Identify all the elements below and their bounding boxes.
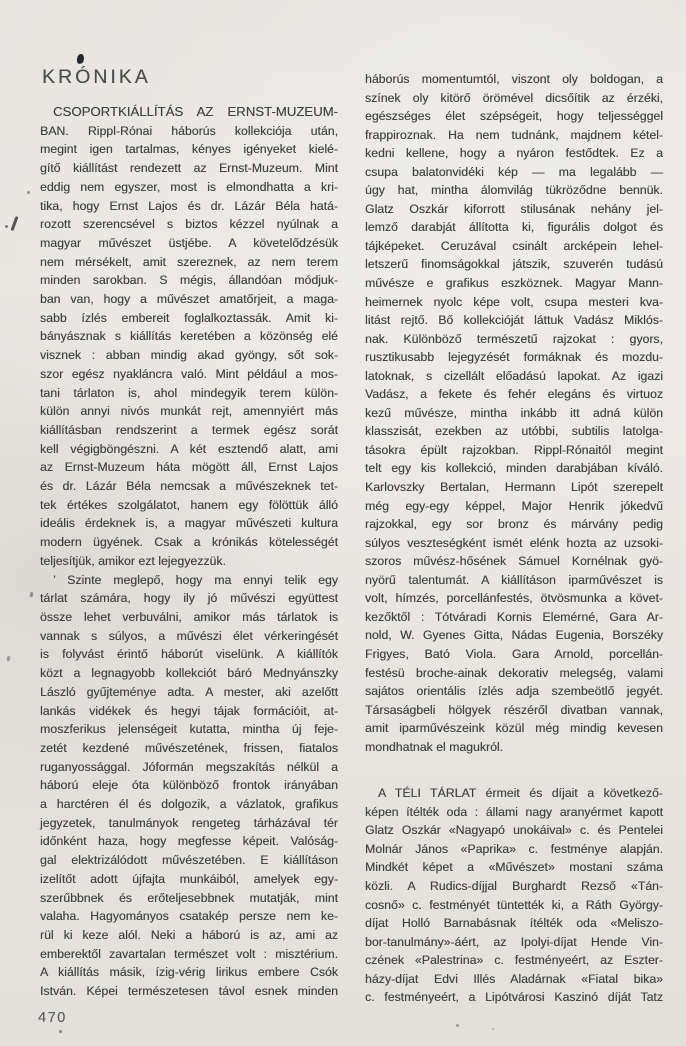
text-line: közt a legnagyobb kollekciót báró Mednyánszky	[40, 666, 338, 681]
text-line: telt egy kis kollekció, minden darabjában kíváló.	[365, 461, 663, 476]
text-line: amit iparművészeink közül még mindig kevesen	[365, 721, 663, 736]
text-line: A TÉLI TÁRLAT érmeit és díjait a következő-	[378, 786, 663, 801]
text-line: kedni kellene, hogy a nyáron festődtek. Ez a	[365, 146, 663, 161]
text-line: visznek : abban mindig akad gyöngy, sőt sok-	[40, 348, 338, 363]
text-line: nold, W. Gyenes Gitta, Nádas Eugenia, Borszéky	[365, 628, 663, 643]
text-line: súlyos veszteségként ismét elénk hozta az uzsoki-	[365, 535, 663, 550]
text-line: tika, hogy Ernst Lajos és dr. Lázár Béla hatá-	[40, 198, 338, 213]
text-line: sajátos orientális ízlés adja szembeötlő jegyét.	[365, 684, 663, 699]
text-line: házy-díjat Edvi Illés Aladárnak «Fiatal bika»	[365, 971, 663, 986]
text-line: minden sarokban. S mégis, állandóan módjuk-	[40, 273, 338, 288]
text-line: rusztikusabb lejegyzését formáknak és mozdu-	[365, 350, 663, 365]
text-line: tásokra épült rajzokban. Rippl-Rónaitól megint	[365, 442, 663, 457]
text-line: emberektől zavartalan természet volt : misztérium.	[40, 946, 338, 961]
text-line: tájképeket. Ceruzával csinált arcképein lehel-	[365, 238, 663, 253]
text-line: jegyzetek, tanulmányok rengeteg tárházával tér	[40, 815, 338, 830]
column-right	[365, 70, 663, 1007]
scan-speck	[27, 191, 30, 194]
text-line: tek értékes szolgálatot, hanem egy fölöttük álló	[40, 497, 338, 512]
text-line: háború eleje óta különböző frontok irányában	[40, 778, 338, 793]
text-line: kiállításban rendszerint a termek egész sorát	[40, 422, 338, 437]
text-line: Glatz Oszkár «Nagyapó unokáival» c. és Pentelei	[365, 823, 663, 838]
text-line: volt, hímzés, porcellánfestés, ötvösmunka a követ-	[365, 591, 663, 606]
text-line: czének «Palestrina» c. festményeért, az Eszter-	[365, 953, 663, 968]
text-line: össze lehet verbuválni, amikor más tárlatok is	[40, 609, 338, 624]
text-line: frappiroznak. Ha nem tudnánk, majdnem kétel-	[365, 127, 663, 142]
text-line: latoknak, s cizellált előadású lapokat. Az igazi	[365, 368, 663, 383]
text-line: litást rejtő. Bő kollekcióját láttuk Vadász Miklós-	[365, 313, 663, 328]
scan-speck	[59, 1030, 62, 1033]
paragraph	[40, 103, 338, 571]
scan-speck	[456, 1024, 459, 1027]
text-line: A kiállítás másik, ízig-vérig lirikus embere Csók	[40, 965, 338, 980]
text-line: Molnár János «Paprika» c. festménye alapján.	[365, 841, 663, 856]
margin-tick	[7, 656, 10, 661]
text-line: díjat Holló Barnabásnak ítélték oda «Meliszo-	[365, 916, 663, 931]
text-line: c. festményeért, a Lipótvárosi Kaszinó díját Tatz	[365, 990, 663, 1005]
text-line: lankás vidékek és hegyi tájak formációit, at-	[40, 703, 338, 718]
paragraph	[365, 70, 663, 756]
text-line: zetét kezdené művészetének, frissen, fiatalos	[40, 740, 338, 755]
text-line: Glatz Oszkár kiforrott stilusának nehány jel-	[365, 201, 663, 216]
text-line: művésze e grafikus eszköznek. Magyar Mann-	[365, 276, 663, 291]
text-line: izelítőt adott újfajta munkáiból, amelyek egy-	[40, 871, 338, 886]
text-line: Karlovszky Bertalan, Hermann Lipót szerepelt	[365, 480, 663, 495]
text-line: rajzokkal, egy sor bronz és márvány pedig	[365, 517, 663, 532]
text-line: Mindkét képet a «Művészet» mostani száma	[365, 860, 663, 875]
text-line: tani tárlaton is, ahol mindegyik terem külön-	[40, 385, 338, 400]
text-line: cosnő» c. festményét tüntették ki, a Ráth György-	[365, 897, 663, 912]
text-line: modern ügyének. Csak a krónikás kötelességét	[40, 535, 338, 550]
text-line: megint igen tartalmas, kényes igényeket kielé-	[40, 142, 338, 157]
text-line: eddig nem egyszer, most is elmondhatta a kri-	[40, 179, 338, 194]
margin-tick	[30, 592, 33, 597]
text-line: gítő kiállítást rendezett az Ernst-Muzeum. Mint	[40, 161, 338, 176]
text-line: bányásznak s kiállítás keretében a közönség elé	[40, 329, 338, 344]
text-line: István. Képei természetesen távol esnek minden	[40, 984, 338, 999]
text-line: moszferikus jelenségeit kutatta, mintha új feje-	[40, 722, 338, 737]
text-line: kezőktől : Tótváradi Kornis Elemérné, Gara Ar-	[365, 609, 663, 624]
text-line: valaha. Hagyományos csatakép persze nem ke-	[40, 909, 338, 924]
text-line: ideális érdeknek is, a magyar művészeti kultura	[40, 516, 338, 531]
text-line: egészséges élet szépségeit, hogy teljességgel	[365, 109, 663, 124]
text-line: sabb ízlés embereit foglalkoztassák. Amit ki-	[40, 310, 338, 325]
text-line: letszerű finomságokkal játszik, szuverén tudású	[365, 257, 663, 272]
column-left	[40, 103, 338, 1001]
text-line: képen ítélték oda : állami nagy aranyérmet kapott	[365, 804, 663, 819]
text-line: kell végigböngészni. A két esztendő alatt, ami	[40, 441, 338, 456]
text-line: nyörű talentumát. A kiállításon iparművészet is	[365, 572, 663, 587]
text-line: Vadász, a fekete és fehér elegáns és virtuoz	[365, 387, 663, 402]
text-line: szerűbbnek és erőteljesebbnek mutatják, mint	[40, 890, 338, 905]
text-line: még egy-egy képpel, Major Henrik jókedvű	[365, 498, 663, 513]
text-line: vannak s súlyos, a művészi élet vérkeringését	[40, 628, 338, 643]
text-line: ’ Szinte meglepő, hogy ma ennyi telik egy	[53, 572, 338, 587]
text-line: László gyűjteménye adta. A mester, aki azelőtt	[40, 684, 338, 699]
text-line: bor-tanulmány»-áért, az Ipolyi-díjat Hende Vin-	[365, 934, 663, 949]
text-line: színek oly kitörő örömével dicsőítik az érzéki,	[365, 90, 663, 105]
text-line: klasszisát, ezekben az utóbbi, subtilis latolga-	[365, 424, 663, 439]
text-line: festésü broche-ainak dekorativ melegség, valami	[365, 665, 663, 680]
text-line: teljesítjük, amikor ezt lejegyezzük.	[40, 553, 226, 568]
scan-speck	[492, 1028, 494, 1030]
text-line: mondhatnak el magukról.	[365, 739, 504, 754]
paragraph	[365, 784, 663, 1007]
ink-smudge	[76, 53, 85, 64]
text-line: tárlat számára, hogy ily jó művészi együttest	[40, 591, 338, 606]
text-line: magyar művészet üstjébe. A követelődzésük	[40, 235, 338, 250]
text-line: ruganyossággal. Jóformán megszakítás nélkül a	[40, 759, 338, 774]
text-line: a harctéren él és dolgozik, a vázlatok, grafikus	[40, 797, 338, 812]
text-line: háborús momentumtól, viszont oly boldogan, a	[365, 72, 663, 86]
text-line: is folyvást érintő háborút viselünk. A kiállítók	[40, 647, 338, 662]
page-title: KRÓNIKA	[42, 66, 151, 88]
text-line: Társaságbeli hölgyek részéről divatban vannak,	[365, 702, 663, 717]
text-line: nak. Különböző természetű rajzokat : gyors,	[365, 331, 663, 346]
text-line: ban van, hogy a művészet amatőrjeit, a maga-	[40, 292, 338, 307]
margin-pen-dot	[5, 225, 8, 228]
text-line: Frigyes, Bató Viola. Gara Arnold, porcellán-	[365, 646, 663, 661]
text-line: időnként haza, hogy megfesse képeit. Valóság-	[40, 834, 338, 849]
text-line: úgy hat, mintha álomvilág tükröződne bennük.	[365, 183, 663, 198]
text-line: közli. A Rudics-díjjal Burghardt Rezső «Tán-	[365, 878, 663, 893]
text-line: szoros művész-hősének Sámuel Kornélnak gyö-	[365, 554, 663, 569]
text-line: nem mérsékelt, amit szereznek, az nem terem	[40, 254, 338, 269]
text-line: lemző darabját állította ki, figurális dolgot és	[365, 220, 663, 235]
text-line: gal elektrizálódott művészetében. E kiállításon	[40, 853, 338, 868]
margin-pen-mark	[11, 216, 18, 231]
text-line: heimernek nyolc képe volt, csupa mesteri kva-	[365, 294, 663, 309]
text-line: rozott szerencsével s biztos kézzel nyúlnak a	[40, 217, 338, 232]
text-line: rül ki keze alól. Neki a háború is az, ami az	[40, 927, 338, 942]
text-line: kezű művésze, mintha inkább itt adná külön	[365, 405, 663, 420]
text-line: CSOPORTKIÁLLÍTÁS AZ ERNST-MUZEUM-	[53, 104, 338, 119]
text-line: külön annyi nivós munkát rejt, amennyiért más	[40, 404, 338, 419]
page-number: 470	[38, 1010, 67, 1026]
paragraph	[40, 571, 338, 1001]
text-line: szor egész nyakláncra való. Mint például a mos-	[40, 366, 338, 381]
text-line: és dr. Lázár Béla nemcsak a művészeknek tet-	[40, 479, 338, 494]
text-line: csupa balatonvidéki kép — ma legalább —	[365, 164, 663, 179]
text-line: az Ernst-Muzeum háta mögött áll, Ernst Lajos	[40, 460, 338, 475]
text-line: BAN. Rippl-Rónai háborús kollekciója után,	[40, 123, 338, 138]
